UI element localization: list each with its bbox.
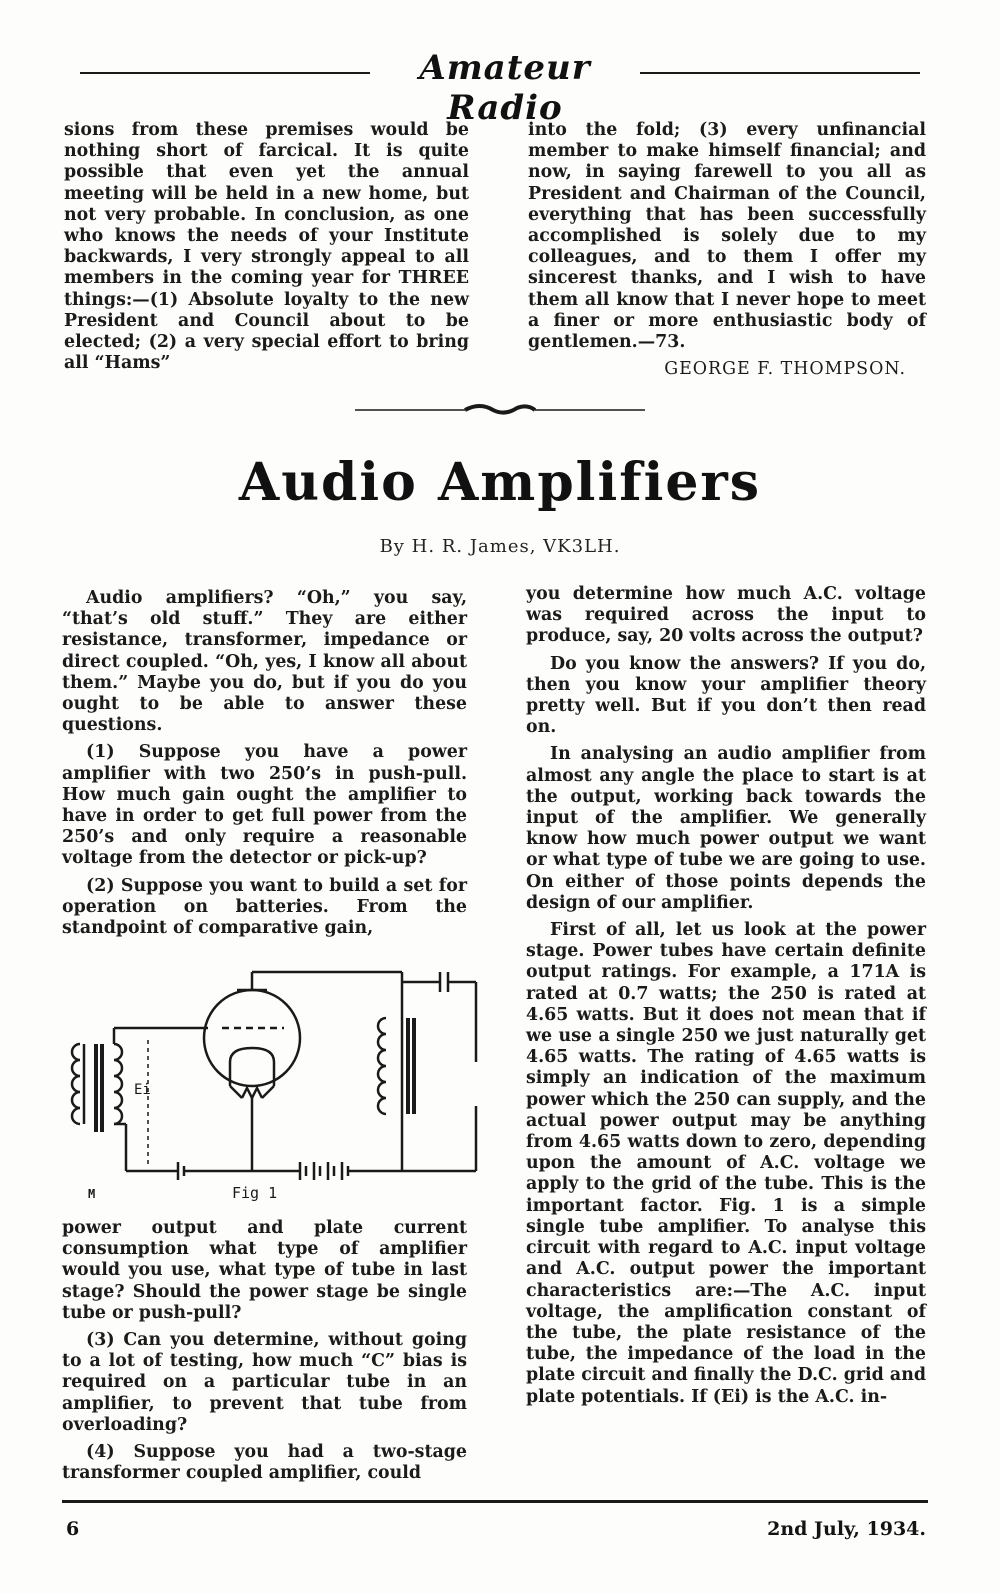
article-left-column-top	[62, 588, 467, 945]
footer-rule	[62, 1500, 928, 1503]
paragraph: you determine how much A.C. voltage was required across the input to produce, say, 20 volts across the output?	[526, 584, 926, 647]
paragraph: Audio amplifiers? “Oh,” you say, “that’s old stuff.” They are either resistance, transformer, impedance or direct coupled. “Oh, yes, I know all about them.” Maybe you do, but if you do you ought to be able to answer these questions.	[62, 588, 467, 736]
issue-date: 2nd July, 1934.	[767, 1518, 926, 1540]
signature: GEORGE F. THOMPSON.	[664, 359, 906, 380]
article-title: Audio Amplifiers	[238, 452, 762, 513]
paragraph: sions from these premises would be nothing short of farcical. It is quite possible that even yet the annual meeting will be held in a new home, but not very probable. In conclusion, as one who knows the needs of your Institute backwards, I very strongly appeal to all members in the coming year for THREE things:—(1) Absolute loyalty to the new President and Council about to be elected; (2) a very special effort to bring all “Hams”	[64, 120, 469, 374]
paragraph: Do you know the answers? If you do, then you know your amplifier theory pretty well. But if you don’t then read on.	[526, 653, 926, 738]
ornament-divider	[355, 400, 645, 420]
figure-caption: Fig 1	[232, 1184, 278, 1202]
paragraph: In analysing an audio amplifier from almost any angle the place to start is at the output, working back towards the input of the amplifier. We generally know how much power output we want or what type of tube we are going to use. On either of those points depends the design of our amplifier.	[526, 744, 926, 913]
paragraph: (2) Suppose you want to build a set for operation on batteries. From the standpoint of comparative gain,	[62, 875, 467, 939]
top-left-column	[64, 120, 469, 380]
masthead	[80, 46, 920, 128]
byline: By H. R. James, VK3LH.	[379, 536, 621, 557]
article-left-column-bottom	[62, 1218, 467, 1490]
article-right-column	[526, 584, 926, 1414]
paragraph: into the fold; (3) every unfinancial member to make himself financial; and now, in saying farewell to you all as President and Chairman of the Council, everything that has been successfully accomplished is solely due to my colleagues, and to them I offer my sincerest thanks, and I wish to have them all know that I never hope to meet a finer or more enthusiastic body of gentlemen.—73.	[528, 120, 926, 353]
paragraph: (3) Can you determine, without going to a lot of testing, how much “C” bias is required on a particular tube in an amplifier, to prevent that tube from overloading?	[62, 1330, 467, 1435]
masthead-title: Amateur Radio	[419, 48, 591, 128]
paragraph: (1) Suppose you have a power amplifier with two 250’s in push-pull. How much gain ought the amplifier to have in order to get full power from the 250’s and only require a reasonable voltage from the detector or pick-up?	[62, 742, 467, 869]
paragraph: First of all, let us look at the power stage. Power tubes have certain definite output ratings. For example, a 171A is rated at 0.7 watts; the 250 is rated at 4.65 watts. But it does not mean that if we use a single 250 we just naturally get 4.65 watts. The rating of 4.65 watts is simply an indication of the maximum power which the 250 can supply, and the actual power output may be anything from 4.65 watts down to zero, depending upon the amount of A.C. voltage we apply to the grid of the tube. This is the important factor. Fig. 1 is a simple single tube amplifier. To analyse this circuit with regard to A.C. input voltage and A.C. output power the important characteristics are:—The A.C. input voltage, the amplification constant of the tube, the plate resistance of the tube, the impedance of the load in the plate circuit and finally the D.C. grid and plate potentials. If (Ei) is the A.C. in-	[526, 920, 926, 1407]
paragraph: power output and plate current consumption what type of amplifier would you use, what type of tube in last stage? Should the power stage be single tube or push-pull?	[62, 1218, 467, 1323]
figure-label-m: M	[88, 1187, 96, 1201]
paragraph: (4) Suppose you had a two-stage transformer coupled amplifier, could	[62, 1442, 467, 1484]
top-right-column	[528, 120, 926, 380]
page-number: 6	[66, 1518, 80, 1540]
circuit-diagram-fig1	[62, 966, 492, 1206]
masthead-rule-right	[640, 72, 920, 74]
masthead-rule-left	[80, 72, 370, 74]
figure-label-ei: Ei	[134, 1082, 151, 1098]
